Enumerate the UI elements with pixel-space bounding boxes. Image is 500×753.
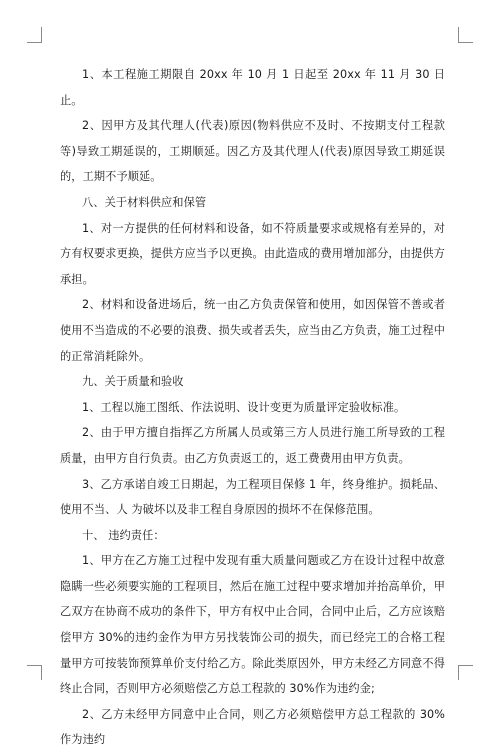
paragraph-quality-responsibility: 2、由于甲方擅自指挥乙方所属人员或第三方人员进行施工所导致的工程质量，由甲方自行负责。由乙方负责返工的，返工费费用由甲方负责。 (60, 426, 445, 465)
paragraph-material-custody: 2、材料和设备进场后，统一由乙方负责保管和使用，如因保管不善或者使用不当造成的不必要的浪费、损失或者丢失，应当由乙方负责，施工过程中的正常消耗除外。 (60, 298, 445, 363)
paragraph-acceptance-standard: 1、工程以施工图纸、作法说明、设计变更为质量评定验收标准。 (82, 400, 406, 414)
paragraph-liability-party-b: 2、乙方未经甲方同意中止合同，则乙方必须赔偿甲方总工程款的 30%作为违约 (60, 707, 445, 747)
section-heading-materials: 八、关于材料供应和保管 (82, 195, 207, 209)
paragraph-material-replacement: 1、对一方提供的任何材料和设备，如不符质量要求或规格有差异的，对方有权要求更换，提供方应当予以更换。由此造成的费用增加部分，由提供方承担。 (60, 221, 445, 286)
section-heading-quality: 九、关于质量和验收 (82, 375, 184, 389)
paragraph-term-period: 1、本工程施工期限自 20xx 年 10 月 1 日起至 20xx 年 11 月 30 日止。 (60, 68, 445, 107)
section-heading-liability: 十、 违约责任： (82, 528, 165, 542)
paragraph-warranty: 3、乙方承诺自竣工日期起，为工程项目保修 1 年，终身维护。损耗品、使用不当、人 为破坏以及非工程自身原因的损坏不在保修范围。 (60, 477, 445, 517)
document-body (60, 62, 445, 753)
paragraph-delay-extension: 2、因甲方及其代理人(代表)原因(物料供应不及时、不按期支付工程款等)导致工期延误的，工期顺延。因乙方及其代理人(代表)原因导致工期延误的，工期不予顺延。 (60, 119, 445, 184)
paragraph-liability-party-a: 1、甲方在乙方施工过程中发现有重大质量问题或乙方在设计过程中故意隐瞒一些必须要实施的工程项目，然后在施工过程中要求增加并抬高单价，甲乙双方在协商不成功的条件下，甲方有权中止合同，合同中止后，乙方应该赔偿甲方 30%的违约金作为甲方另找装饰公司的损失，而已经完工的合格工程量甲方可按装饰预算单价支付给乙方。除此类原因外，甲方未经乙方同意不得终止合同，否则甲方必须赔偿乙方总工程款的 30%作为违约金; (60, 554, 445, 696)
